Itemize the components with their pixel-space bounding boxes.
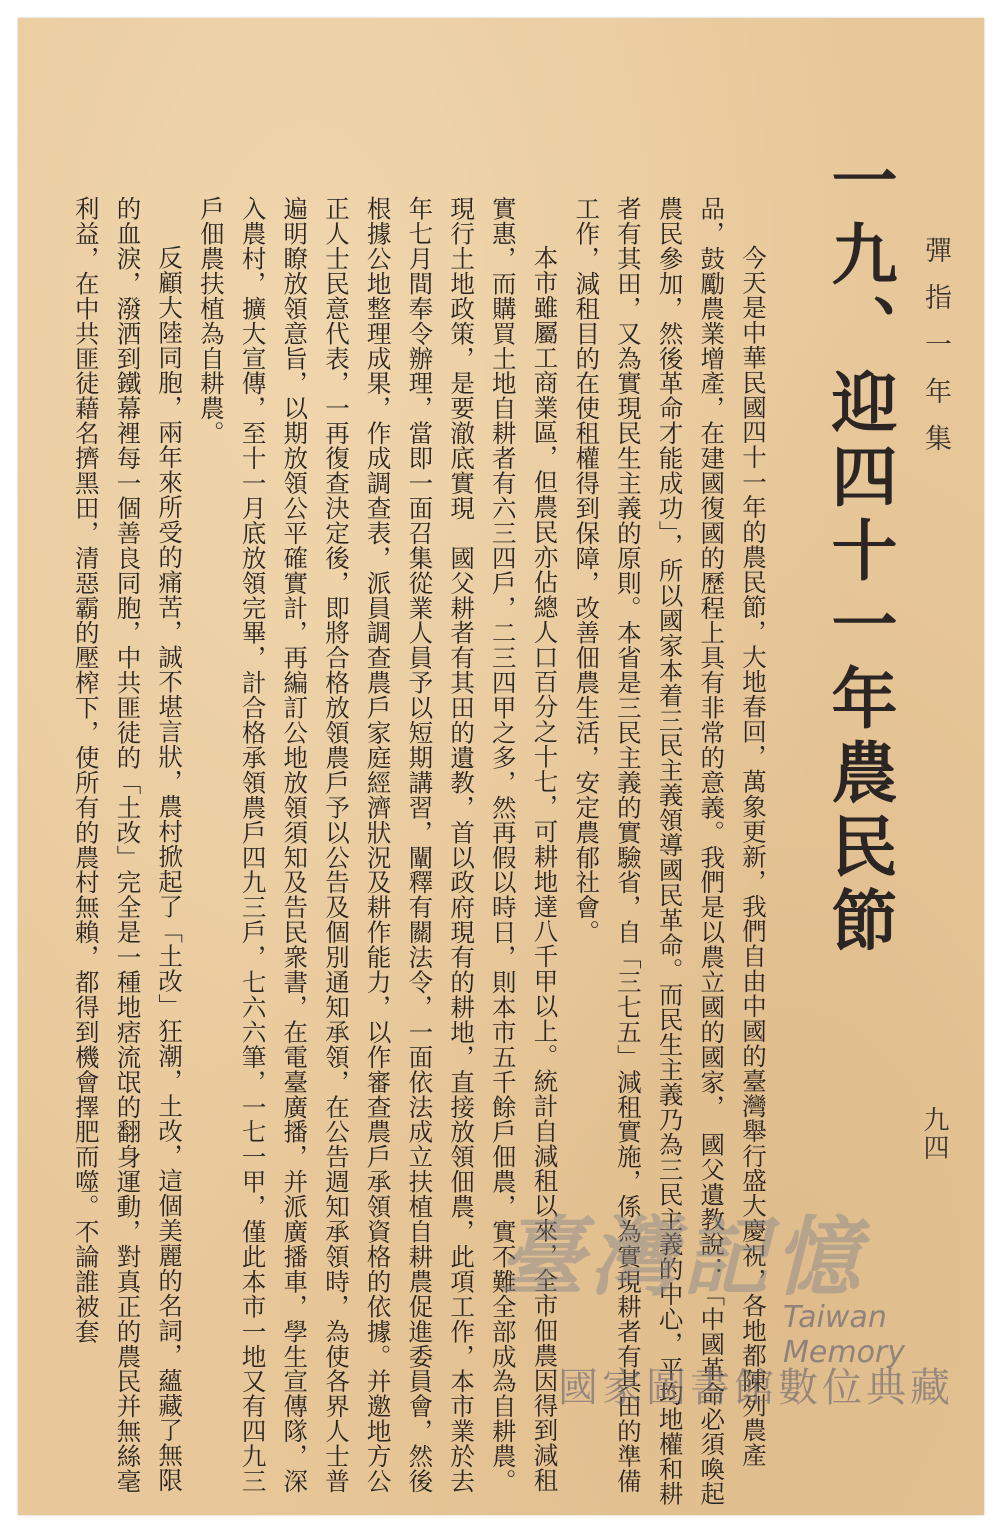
page-number: 九四: [919, 1106, 949, 1162]
paragraph: 今天是中華民國四十一年的農民節，大地春回，萬象更新，我們自由中國的臺灣舉行盛大慶祝，各地都陳列農產品，鼓勵農業增產，在建國復國的歷程上具有非常的意義。我們是以農立國的國家， 國父遺教說：「中國革命必須喚起農民參加，然後革命才能成功」，所以國家本着三民主義領導國民革命。而民生主義乃為三民主義的中心，平均地權和耕者有其田，又為實現民生主義的原則。本省是三民主義的實驗省，自「三七五」減租實施，係為實現耕者有其田的準備工作，減租目的在使租權得到保障，改善佃農生活，安定農郁社會。: [572, 196, 768, 1507]
watermark-script-text: 臺灣記憶: [498, 1207, 866, 1308]
article-title: 一九、迎四十一年農民節: [820, 146, 898, 960]
watermark-english-text: Taiwan Memory: [783, 1300, 906, 1370]
watermark-chinese-text: 國家圖書館數位典藏: [558, 1365, 954, 1411]
running-header: 彈指一年集: [920, 236, 951, 471]
article-body: [71, 196, 774, 1516]
paragraph: 反顧大陸同胞，兩年來所受的痛苦，誠不堪言狀，農村掀起了「土改」狂潮，土改，這個美麗的名詞，蘊藏了無限的血淚，潑洒到鐵幕裡每一個善良同胞，中共匪徒的「土改」完全是一種地痞流氓的翻身運動，對真正的農民并無絲毫利益，在中共匪徒藉名擠黑田，清惡霸的壓榨下，使所有的農村無賴，都得到機會擇肥而噬。不論誰被套: [71, 196, 185, 1494]
book-page: [18, 18, 984, 1515]
paragraph: 本市雖屬工商業區，但農民亦佔總人口百分之十七，可耕地達八千甲以上。統計自減租以來，全市佃農因得到減租實惠，而購買土地自耕者有六三四戶，二三四甲之多，然再假以時日，則本市五千餘戶佃農，實不難全部成為自耕農。現行土地政策，是要澈底實現 國父耕者有其田的遺教，首以政府現有的耕地，直接放領佃農，此項工作，本市業於去年七月間奉令辦理，當即一面召集從業人員予以短期講習，闡釋有關法令，一面依法成立扶植自耕農促進委員會，然後根據公地整理成果，作成調查表，派員調查農戶家庭經濟狀況及耕作能力，以作審查農戶承領資格的依據。并邀地方公正人士民意代表，一再復查決定後，即將合格放領農戶予以公告及個別通知承領，在公告週知承領時，為使各界人士普遍明瞭放領意旨，以期放領公平確實計，再編訂公地放領須知及告民衆書，在電臺廣播，并派廣播車，學生宣傳隊，深入農村，擴大宣傳，至十一月底放領完畢，計合格承領農戶四九三戶，七六六筆，一七一甲，僅此本市一地又有四九三戶佃農扶植為自耕農。: [196, 196, 560, 1494]
